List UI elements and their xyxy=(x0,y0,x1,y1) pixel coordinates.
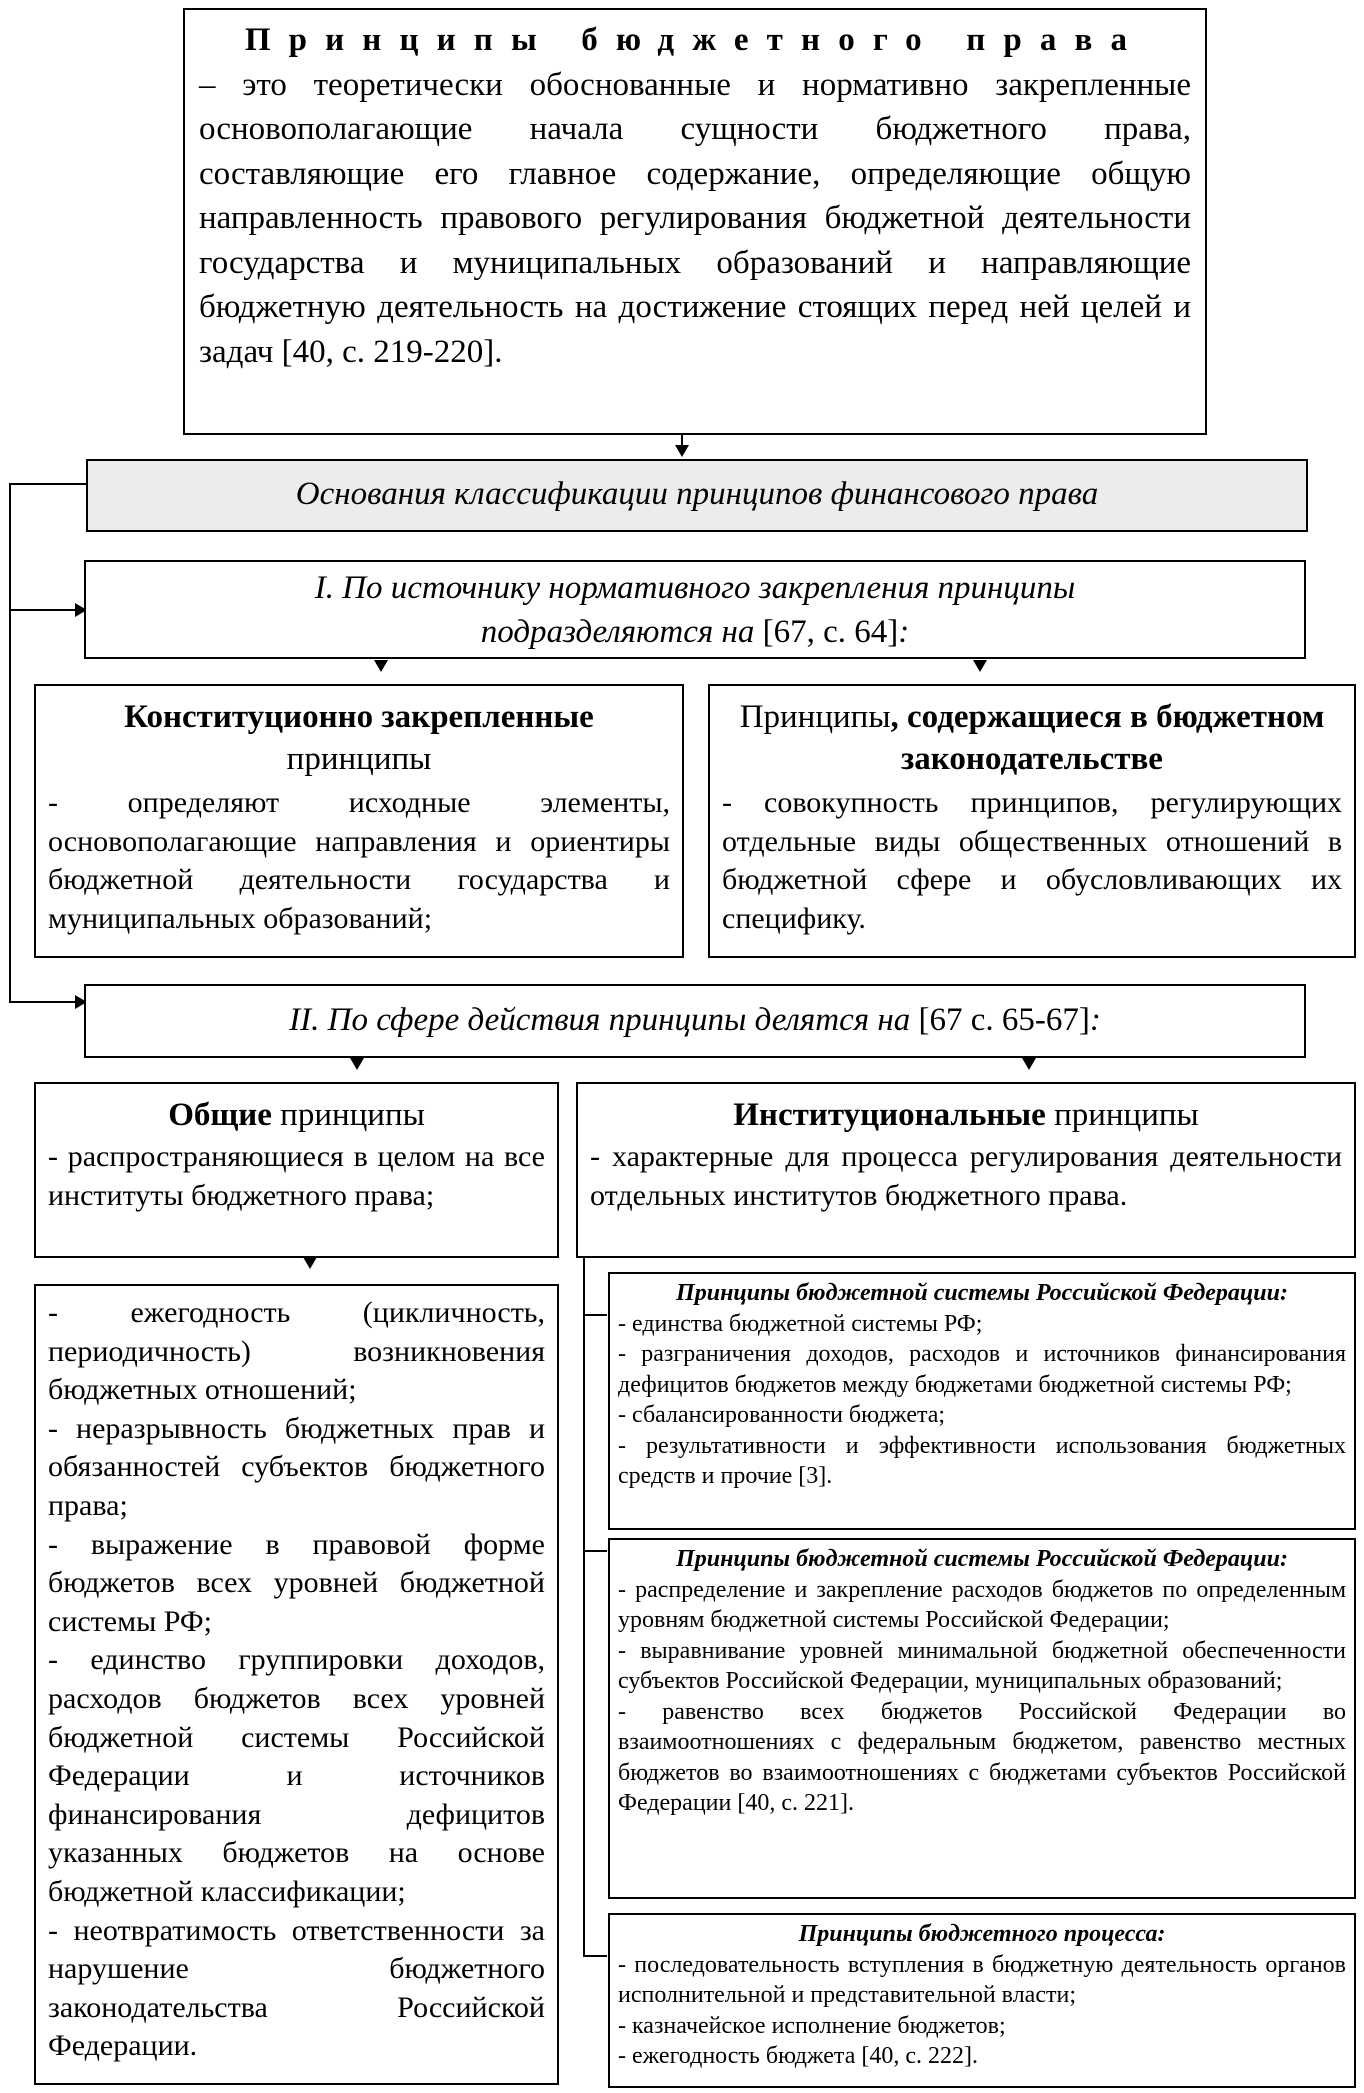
list-item: - последовательность вступления в бюджетную деятельность органов исполнительной и представительной власти; xyxy=(618,1951,1346,2008)
list-item: - распределение и закрепление расходов бюджетов по определенным уровням бюджетной системы Российской Федерации; xyxy=(618,1576,1346,1633)
list-item: - равенство всех бюджетов Российской Федерации во взаимоотношениях с федеральным бюджетом, равенство местных бюджетов во взаимоотношениях с бюджетами субъектов Российской Федерации [40, с. 221]. xyxy=(618,1698,1346,1816)
institutional-title-normal: принципы xyxy=(1054,1097,1199,1133)
list-item: - сбалансированности бюджета; xyxy=(618,1402,946,1428)
constitutional-title-bold: Конституционно закрепленные xyxy=(124,699,594,735)
list-item: - выражение в правовой форме бюджетов всех уровней бюджетной системы РФ; xyxy=(48,1527,545,1638)
general-text: - распространяющиеся в целом на все институты бюджетного права; xyxy=(48,1140,545,1212)
list-item: - ежегодность бюджета [40, с. 222]. xyxy=(618,2043,978,2069)
budget-process-principles-box xyxy=(608,1913,1356,2088)
legislative-title-bold: , содержащиеся в бюджетном законодательстве xyxy=(890,699,1325,777)
main-title: Принципы бюджетного права xyxy=(244,22,1146,58)
general-title-normal: принципы xyxy=(280,1097,425,1133)
definition-text: – это теоретически обоснованные и нормативно закрепленные основополагающие начала сущности бюджетного права, составляющие его главное содержание, определяющие общую направленность правового регулирования бюджетной деятельности государства и муниципальных образований и направляющие бюджетную деятельность на достижение стоящих перед ней целей и задач [40, с. 219-220]. xyxy=(199,66,1191,370)
connector-left-vertical xyxy=(9,483,11,1003)
constitutional-title-normal: принципы xyxy=(286,741,432,777)
connector-sub3 xyxy=(583,1955,607,1957)
source-ref: [67, с. 64] xyxy=(762,614,899,650)
sphere-criterion-box xyxy=(84,984,1306,1058)
definition-box xyxy=(183,8,1207,435)
subgroup-colon: : xyxy=(1157,1921,1166,1947)
arrow-to-institutional xyxy=(1022,1058,1036,1070)
budget-system-principles-box-2 xyxy=(608,1538,1356,1899)
institutional-principles-box xyxy=(576,1082,1356,1258)
legislative-title-normal: Принципы xyxy=(739,699,891,735)
list-item: - единство группировки доходов, расходов бюджетов всех уровней бюджетной системы Российской Федерации и источников финансирования дефицитов указанных бюджетов на основе бюджетной классификации; xyxy=(48,1643,545,1908)
connector-left-to-sphere xyxy=(9,1001,79,1003)
arrow-to-general xyxy=(350,1058,364,1070)
subgroup-colon: : xyxy=(1279,1546,1288,1572)
constitutional-text: - определяют исходные элементы, основополагающие направления и ориентиры бюджетной деятельности государства и муниципальных образований; xyxy=(48,786,670,935)
connector-sub1 xyxy=(583,1314,607,1316)
subgroup-title: Принципы бюджетной системы Российской Федерации xyxy=(676,1280,1280,1306)
list-item: - результативности и эффективности использования бюджетных средств и прочие [3]. xyxy=(618,1432,1346,1489)
general-principles-list xyxy=(34,1284,559,2085)
list-item: - неразрывность бюджетных прав и обязанностей субъектов бюджетного права; xyxy=(48,1411,545,1522)
arrow-to-legislative xyxy=(973,660,987,672)
connector-institutional-vertical xyxy=(583,1256,585,1955)
connector-sub2 xyxy=(583,1550,607,1552)
arrow-to-grounds xyxy=(675,445,689,457)
sphere-colon: : xyxy=(1089,1002,1101,1038)
sphere-heading: II. По сфере действия принципы делятся на xyxy=(289,1002,911,1038)
legislative-principles-box xyxy=(708,684,1356,958)
arrow-to-constitutional xyxy=(374,660,388,672)
general-title-bold: Общие xyxy=(168,1097,272,1133)
list-item: - единства бюджетной системы РФ; xyxy=(618,1310,983,1337)
list-item: - выравнивание уровней минимальной бюджетной обеспеченности субъектов Российской Федерации, муниципальных образований; xyxy=(618,1637,1346,1694)
connector-left-to-source xyxy=(9,609,79,611)
subgroup-title: Принципы бюджетного процесса xyxy=(798,1921,1158,1947)
classification-grounds-box xyxy=(86,459,1308,532)
connector-left-top xyxy=(9,483,86,485)
arrow-to-general-list xyxy=(303,1257,317,1269)
sphere-ref: [67 с. 65-67] xyxy=(918,1002,1090,1038)
subgroup-title: Принципы бюджетной системы Российской Федерации xyxy=(676,1546,1280,1572)
list-item: - неотвратимость ответственности за нарушение бюджетного законодательства Российской Федерации. xyxy=(48,1913,545,2063)
source-heading-line1: I. По источнику нормативного закрепления принципы xyxy=(314,570,1076,606)
institutional-title-bold: Институциональные xyxy=(733,1097,1046,1133)
subgroup-colon: : xyxy=(1279,1280,1288,1306)
constitutional-principles-box xyxy=(34,684,684,958)
general-principles-box xyxy=(34,1082,559,1258)
institutional-text: - характерные для процесса регулирования деятельности отдельных институтов бюджетного права. xyxy=(590,1140,1342,1212)
classification-grounds-label: Основания классификации принципов финансового права xyxy=(295,476,1099,512)
list-item: - разграничения доходов, расходов и источников финансирования дефицитов бюджетов между бюджетами бюджетной системы РФ; xyxy=(618,1341,1346,1398)
source-heading-line2: подразделяются на xyxy=(480,614,755,650)
legislative-text: - совокупность принципов, регулирующих отдельные виды общественных отношений в бюджетной сфере и обусловливающих их специфику. xyxy=(722,786,1342,935)
source-criterion-box xyxy=(84,560,1306,659)
budget-system-principles-box-1 xyxy=(608,1272,1356,1530)
list-item: - казначейское исполнение бюджетов; xyxy=(618,2012,1006,2039)
list-item: - ежегодность (цикличность, периодичность) возникновения бюджетных отношений; xyxy=(48,1296,545,1407)
source-colon: : xyxy=(898,614,910,650)
